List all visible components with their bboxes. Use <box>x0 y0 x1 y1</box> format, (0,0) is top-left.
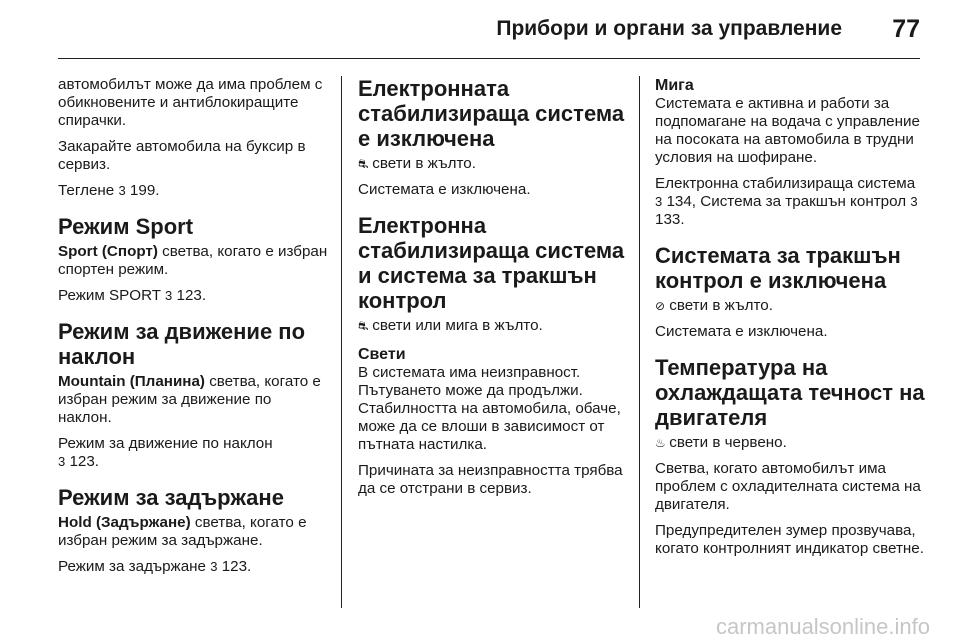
reference-text: Режим SPORT <box>58 287 161 304</box>
page-number: 77 <box>892 15 920 43</box>
paragraph: Системата е изключена. <box>655 323 828 340</box>
paragraph <box>655 297 925 315</box>
cross-reference[interactable] <box>58 182 328 200</box>
reference-page: 123. <box>69 453 100 470</box>
paragraph <box>358 317 628 335</box>
section-heading: Режим за задържане <box>58 485 284 510</box>
esc-icon: ⛐ <box>358 319 369 333</box>
reference-text: Система за тракшън контрол <box>700 193 907 210</box>
reference-text: Режим за движение по наклон <box>58 435 273 452</box>
paragraph-text: светва, когато е избран режим за задържане. <box>58 514 307 549</box>
section-heading: Режим Sport <box>58 214 194 239</box>
arrow-icon: 3 <box>910 194 918 209</box>
cross-reference[interactable] <box>58 435 328 471</box>
arrow-icon: 3 <box>655 194 663 209</box>
column-1 <box>58 76 328 584</box>
indicator-label: Sport (Спорт) <box>58 243 158 260</box>
paragraph <box>655 434 925 452</box>
reference-page: 199. <box>129 182 160 199</box>
coolant-temperature-icon: ♨ <box>655 436 666 450</box>
column-divider-right <box>639 76 640 608</box>
reference-page: 133. <box>655 211 685 228</box>
section-heading: Температура на охлаждащата течност на двигателя <box>655 355 925 430</box>
indicator-label: Hold (Задържане) <box>58 514 191 531</box>
reference-page: 134, <box>666 193 697 210</box>
paragraph <box>58 373 328 427</box>
paragraph: В системата има неизправност. Пътуването може да продължи. Стабилността на автомобила, обаче, може да се влоши в зависимост от пътната настилка. <box>358 364 621 453</box>
paragraph-text: свети в червено. <box>669 434 787 451</box>
paragraph-text: светва, когато е избран спортен режим. <box>58 243 328 278</box>
page-header <box>0 0 960 60</box>
arrow-icon: 3 <box>58 454 66 469</box>
paragraph: Системата е активна и работи за подпомагане на водача с управление на посоката на автомобила в трудни условия на шофиране. <box>655 95 920 166</box>
reference-text: Теглене <box>58 182 115 199</box>
reference-page: 123. <box>176 287 207 304</box>
reference-text: Електронна стабилизираща система <box>655 175 916 192</box>
esc-off-icon: ⛐ <box>358 157 369 171</box>
traction-control-off-icon: ⊘ <box>655 299 666 313</box>
arrow-icon: 3 <box>165 288 173 303</box>
section-heading: Електронната стабилизираща система е изключена <box>358 76 625 151</box>
cross-reference[interactable] <box>655 175 925 229</box>
section-heading: Системата за тракшън контрол е изключена <box>655 243 901 293</box>
paragraph-text: свети в жълто. <box>669 297 773 314</box>
paragraph: Предупредителен зумер прозвучава, когато контролният индикатор светне. <box>655 522 924 557</box>
cross-reference[interactable] <box>58 558 328 576</box>
paragraph <box>58 243 328 279</box>
paragraph: Причината за неизправността трябва да се отстрани в сервиз. <box>358 462 623 497</box>
paragraph-text: светва, когато е избран режим за движение по наклон. <box>58 373 321 426</box>
paragraph: Закарайте автомобила на буксир в сервиз. <box>58 138 306 173</box>
paragraph <box>58 514 328 550</box>
arrow-icon: 3 <box>118 183 126 198</box>
page-header-title: Прибори и органи за управление <box>496 17 842 40</box>
paragraph: Светва, когато автомобилът има проблем с охладителната система на двигателя. <box>655 460 921 513</box>
header-rule <box>58 58 920 59</box>
paragraph <box>358 155 628 173</box>
paragraph-text: свети или мига в жълто. <box>372 317 543 334</box>
paragraph: автомобилът може да има проблем с обикновените и антиблокиращите спирачки. <box>58 76 323 129</box>
arrow-icon: 3 <box>210 559 218 574</box>
cross-reference[interactable] <box>58 287 328 305</box>
reference-text: Режим за задържане <box>58 558 206 575</box>
section-heading: Електронна стабилизираща система и система за тракшън контрол <box>358 213 625 313</box>
subsection-heading: Мига <box>655 77 694 94</box>
column-3 <box>655 76 925 566</box>
section-heading: Режим за движение по наклон <box>58 319 306 369</box>
paragraph-text: свети в жълто. <box>372 155 476 172</box>
indicator-label: Mountain (Планина) <box>58 373 205 390</box>
paragraph: Системата е изключена. <box>358 181 531 198</box>
subsection-heading: Свети <box>358 346 406 363</box>
column-divider-left <box>341 76 342 608</box>
reference-page: 123. <box>221 558 252 575</box>
watermark: carmanualsonline.info <box>715 614 930 639</box>
column-2 <box>358 76 628 506</box>
